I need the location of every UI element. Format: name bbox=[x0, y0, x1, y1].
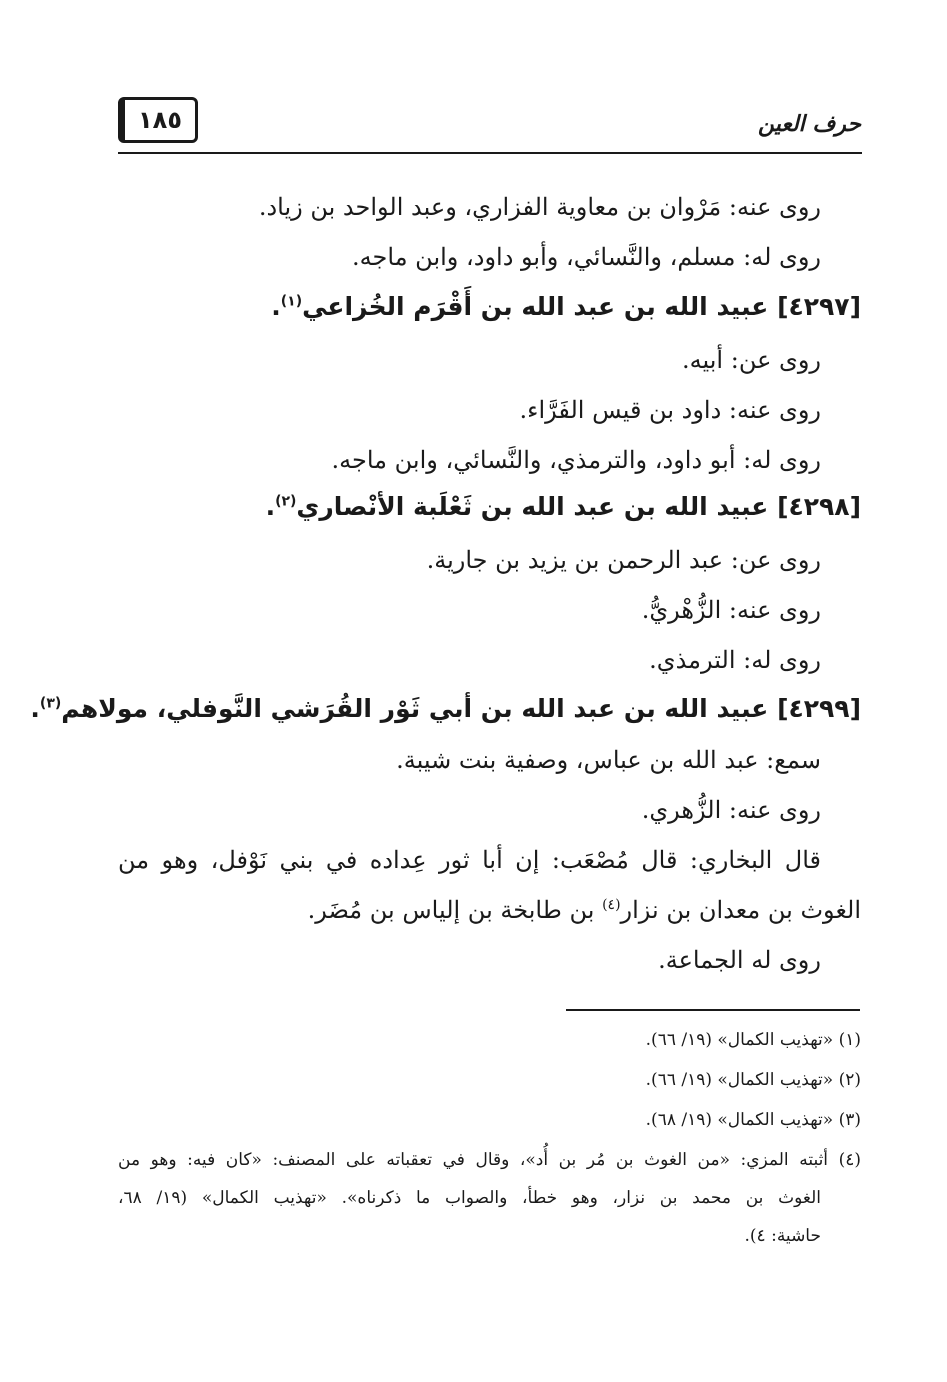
narration-line: روى عنه: الزُّهْريُّ. bbox=[641, 596, 821, 624]
header-rule bbox=[118, 152, 862, 154]
page-number-box bbox=[118, 97, 198, 143]
narration-part: الغوث بن معدان بن نزار bbox=[620, 896, 861, 924]
page-number: ١٨٥ bbox=[138, 106, 182, 134]
entry-title: [٤٢٩٨] عبيد الله بن عبد الله بن ثَعْلَبة الأنْصاري bbox=[296, 492, 861, 521]
narration-line bbox=[308, 893, 861, 927]
narration-line: روى له الجماعة. bbox=[658, 946, 821, 974]
narration-part: بن طابخة بن إلياس بن مُضَر. bbox=[307, 896, 595, 924]
footnote-continuation: الغوث بن محمد بن نزار، وهو خطأ، والصواب ما ذكرناه». «تهذيب الكمال» (١٩/ ٦٨، bbox=[118, 1188, 821, 1208]
narration-line: روى له: الترمذي. bbox=[649, 646, 821, 674]
narration-line: روى عنه: داود بن قيس الفَرَّاء. bbox=[519, 396, 821, 424]
narration-line: قال البخاري: قال مُصْعَب: إن أبا ثور عِداده في بني نَوْفل، وهو من bbox=[118, 846, 821, 874]
footnote-rule bbox=[566, 1009, 860, 1011]
footnote: (٢) «تهذيب الكمال» (١٩/ ٦٦). bbox=[645, 1070, 861, 1090]
narration-line: روى عنه: مَرْوان بن معاوية الفزاري، وعبد الواحد بن زياد. bbox=[258, 193, 821, 221]
footnote: (١) «تهذيب الكمال» (١٩/ ٦٦). bbox=[645, 1030, 861, 1050]
narration-line: سمع: عبد الله بن عباس، وصفية بنت شيبة. bbox=[396, 746, 821, 774]
entry-heading-4297: [٤٢٩٧] عبيد الله بن عبد الله بن أَقْرَم الخُزاعي$^{(١)}$. bbox=[271, 292, 861, 321]
footnote: (٣) «تهذيب الكمال» (١٩/ ٦٨). bbox=[645, 1110, 861, 1130]
entry-heading-4298: [٤٢٩٨] عبيد الله بن عبد الله بن ثَعْلَبة الأنْصاري$^{(٢)}$. bbox=[265, 492, 861, 521]
entry-heading-4299: [٤٢٩٩] عبيد الله بن عبد الله بن أبي ثَوْر القُرَشي النَّوفلي، مولاهم$^{(٣)}$. bbox=[30, 694, 861, 723]
footnote-ref: (٣) bbox=[39, 695, 62, 712]
entry-title: [٤٢٩٧] عبيد الله بن عبد الله بن أَقْرَم الخُزاعي bbox=[302, 292, 861, 321]
footnote-continuation: حاشية: ٤). bbox=[744, 1226, 821, 1246]
narration-line: روى عن: عبد الرحمن بن يزيد بن جارية. bbox=[426, 546, 821, 574]
narration-line: روى له: أبو داود، والترمذي، والنَّسائي، وابن ماجه. bbox=[331, 446, 821, 474]
footnote-ref: (١) bbox=[280, 293, 303, 310]
footnote: (٤) أثبته المزي: «من الغوث بن مُر بن أُد»، وقال في تعقباته على المصنف: «كان فيه: وهو من bbox=[118, 1150, 861, 1170]
footnote-ref: (٢) bbox=[275, 493, 297, 510]
narration-line: روى عن: أبيه. bbox=[682, 346, 821, 374]
narration-line: روى عنه: الزُّهري. bbox=[641, 796, 821, 824]
entry-title: [٤٢٩٩] عبيد الله بن عبد الله بن أبي ثَوْر القُرَشي النَّوفلي، مولاهم bbox=[61, 694, 861, 723]
running-head: حرف العين bbox=[757, 112, 861, 137]
narration-line: روى له: مسلم، والنَّسائي، وأبو داود، وابن ماجه. bbox=[352, 243, 821, 271]
footnote-ref: (٤) bbox=[602, 897, 621, 913]
